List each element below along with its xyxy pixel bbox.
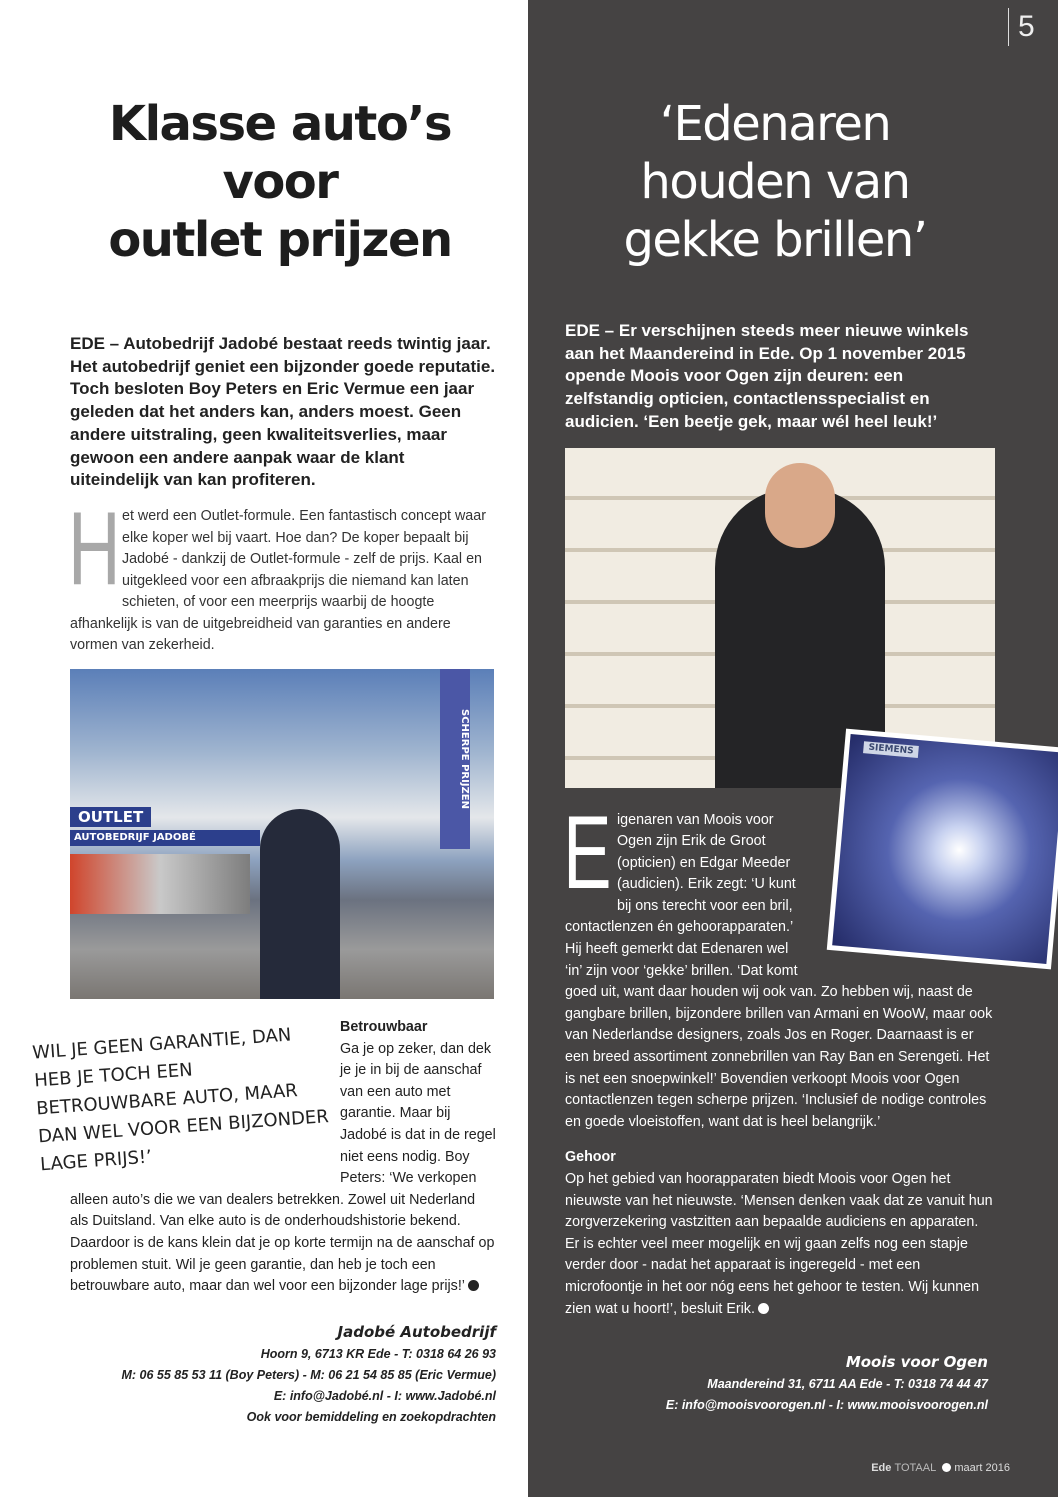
right-lead: EDE – Er verschijnen steeds meer nieuwe winkels aan het Maandereind in Ede. Op 1 november 2015 opende Moois voor Ogen zijn deuren: een zelfstandig opticien, contactlensspecialist en audicien. ‘Een beetje gek, maar wél heel leuk!’ [565, 321, 969, 431]
subhead-betrouwbaar: Betrouwbaar [340, 1019, 428, 1036]
hearing-aid-photo [827, 728, 1058, 969]
separator-dot-icon [942, 1463, 951, 1472]
flag-banner: SCHERPE PRIJZEN [440, 669, 470, 849]
page-number: 5 [1008, 8, 1035, 46]
contact-name: Moois voor Ogen [845, 1353, 988, 1372]
face [765, 463, 835, 548]
body-text: eens nodig. Boy Peters: ‘We verkopen alleen auto’s die we van dealers betrekken. Zowel uit Nederland als Duitsland. Van elke auto is de onderhoudshistorie bekend. Daardoor is de kans klein dat je op korte termijn na de aanschaf op problemen stuit. Wil je geen garantie, dan heb je toch een betrouwbare auto, maar dan wel voor een bijzonder lage prijs!’ [70, 1148, 495, 1295]
left-contact [70, 1320, 496, 1428]
right-article-text [563, 742, 993, 1417]
right-contact [565, 1350, 988, 1416]
car-dealer-photo [70, 669, 494, 999]
company-sign: AUTOBEDRIJF JADOBÉ [70, 830, 260, 846]
pull-quote: WIL JE GEEN GARANTIE, DAN HEB JE TOCH EEN BETROUWBARE AUTO, MAAR DAN WEL VOOR EEN BIJZONDER LAGE PRIJS!’ [31, 1024, 330, 1176]
pull-quote-area [31, 1024, 336, 1176]
contact-line: E: info@Jadobé.nl - I: www.Jadobé.nl [273, 1388, 496, 1403]
outlet-sign: OUTLET [70, 807, 151, 827]
headline-line: voor [222, 154, 338, 210]
left-column [31, 333, 496, 1428]
contact-line: Hoorn 9, 6713 KR Ede - T: 0318 64 26 93 [260, 1346, 496, 1361]
contact-name: Jadobé Autobedrijf [337, 1322, 496, 1341]
footer-brand-suffix: TOTAAL [894, 1462, 937, 1474]
headline-line: outlet prijzen [108, 212, 452, 268]
side-text: Ga je op zeker, dan dek je je in bij de aanschaf van een auto met garantie. Maar bij Jadobé is dat in de regel niet [340, 1040, 496, 1165]
end-mark-icon [468, 1280, 479, 1291]
footer [820, 1462, 1010, 1474]
contact-line: E: info@mooisvoorogen.nl - I: www.mooisvoorogen.nl [665, 1398, 988, 1413]
person [260, 809, 340, 999]
body-text: van. Zo hebben wij, naast de gangbare brillen, bijzondere brillen van Armani en WooW, maar ook van Nederlandse designers, zoals Jos en Roger. Daarnaast is er een breed assortiment zonnebrillen van Ray Ban en Serengeti. Het is net een snoepwinkel!’ Bovendien verkoopt Moois voor Ogen contactlenzen tegen scherpe prijzen. ‘Inclusief de nodige controles en goede vloeistoffen, want dat is heel belangrijk.’ [565, 984, 993, 1130]
headline-line: ‘Edenaren [659, 96, 891, 152]
left-bottom-text [31, 1017, 496, 1298]
drop-cap-letter: H [68, 490, 121, 607]
brand-label: SIEMENS [863, 741, 919, 758]
end-mark-icon [758, 1303, 769, 1314]
left-headline [10, 95, 550, 269]
drop-cap [563, 794, 613, 911]
headline-line: Klasse auto’s [108, 96, 452, 152]
intro-text: igenaren van Moois voor Ogen zijn Erik de Groot (opticien) en Edgar Meeder (audicien). Erik zegt: ‘U kunt bij ons terecht voor een bril, contactlenzen én gehoorapparaten.’ Hij heeft gemerkt dat Edenaren wel ‘in’ zijn voor ‘gekke’ brillen. ‘Dat komt goed uit, want daar houden wij ook [565, 811, 798, 1001]
contact-line: M: 06 55 85 53 11 (Boy Peters) - M: 06 21 54 85 85 (Eric Vermue) [121, 1367, 496, 1382]
headline-line: houden van [640, 154, 910, 210]
footer-date: maart 2016 [954, 1462, 1010, 1474]
contact-line: Ook voor bemiddeling en zoekopdrachten [246, 1409, 496, 1424]
right-body-2 [565, 1147, 993, 1320]
right-column [565, 320, 993, 1416]
right-headline [540, 95, 1010, 269]
left-intro [68, 490, 496, 657]
cars [70, 854, 250, 914]
intro-text: et werd een Outlet-formule. Een fantastisch concept waar elke koper wel bij vaart. Hoe dan? De koper bepaalt bij Jadobé - dankzij de Outlet-formule - zelf de prijs. Kaal en uitgekleed voor een afbraakprijs die niemand kan laten schieten, of voor een meerprijs waarbij de hoogte afhankelijk is van de uitgebreidheid van garanties en andere vormen van zekerheid. [70, 507, 486, 654]
subhead-gehoor: Gehoor [565, 1149, 616, 1166]
drop-cap [68, 490, 121, 607]
footer-brand: Ede [871, 1462, 892, 1474]
body-text: Op het gebied van hoorapparaten biedt Moois voor Ogen het nieuwste van het nieuwste. ‘Mensen denken vaak dat ze vanuit hun zorgverzekering vastzitten aan bepaalde audiciens en apparaten. Er is echter veel meer mogelijk en wij gaan zelfs nog een stapje verder door - nadat het apparaat is ingeregeld - met een microfoontje in het oor nóg eens het gehoor te testen. Wij kunnen zien wat u hoort!’, besluit Erik. [565, 1171, 993, 1317]
drop-cap-letter: E [563, 794, 612, 911]
contact-line: Maandereind 31, 6711 AA Ede - T: 0318 74 44 47 [707, 1377, 988, 1392]
left-lead: EDE – Autobedrijf Jadobé bestaat reeds twintig jaar. Het autobedrijf geniet een bijzonder goede reputatie. Toch besloten Boy Peters en Eric Vermue een jaar geleden dat het anders kan, anders moest. Geen andere uitstraling, geen kwaliteitsverlies, maar gewoon een andere aanpak waar de klant uiteindelijk van kan profiteren. [70, 334, 496, 490]
headline-line: gekke brillen’ [623, 212, 927, 268]
